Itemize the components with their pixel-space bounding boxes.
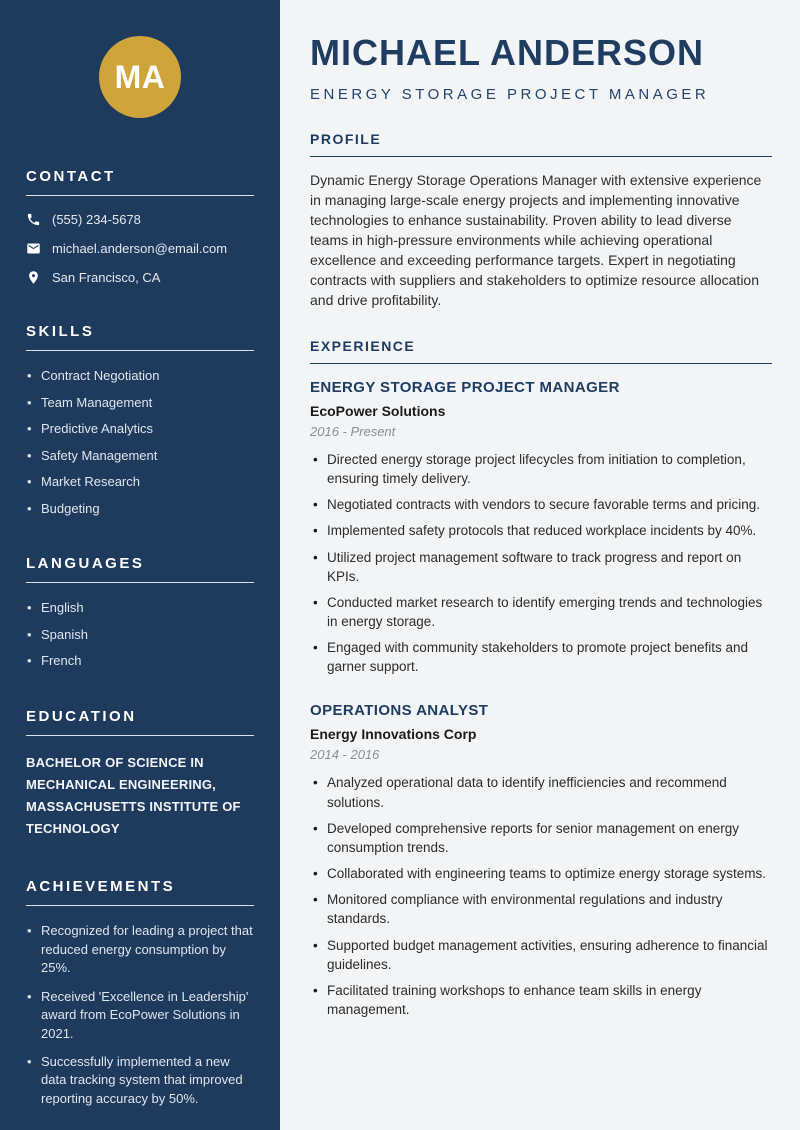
job-role: OPERATIONS ANALYST bbox=[310, 702, 489, 720]
profile-text: Dynamic Energy Storage Operations Manager with extensive experience in managing large-scale energy projects and implementing innovative technologies to enhance sustainability. Proven ability to lead diverse teams in high-pressure environments while achieving operational excellence and exceeding performance targets. Expert in negotiating contracts with suppliers and stakeholders to optimize resource allocation and drive profitability. bbox=[310, 171, 762, 308]
job-dates: 2014 - 2016 bbox=[310, 747, 380, 763]
achievement-item: • Received 'Excellence in Leadership' award from EcoPower Solutions in 2021. bbox=[26, 988, 254, 1043]
achievement-item: • Successfully implemented a new data tracking system that improved reporting accuracy by 50%. bbox=[26, 1053, 254, 1108]
job-bullets bbox=[310, 773, 772, 1019]
person-name: MICHAEL ANDERSON bbox=[310, 32, 705, 73]
achievement-item: • Recognized for leading a project that reduced energy consumption by 25%. bbox=[26, 922, 254, 977]
profile-section bbox=[310, 131, 772, 310]
education-section-title: EDUCATION bbox=[26, 708, 254, 736]
job-bullet: • Conducted market research to identify emerging trends and technologies in energy storage. bbox=[310, 593, 772, 631]
job-bullet: • Negotiated contracts with vendors to secure favorable terms and pricing. bbox=[310, 495, 772, 514]
job-bullet: • Implemented safety protocols that reduced workplace incidents by 40%. bbox=[310, 521, 772, 540]
achievements-list bbox=[26, 922, 254, 1108]
job-bullet: • Analyzed operational data to identify inefficiencies and recommend solutions. bbox=[310, 773, 772, 811]
job-role: ENERGY STORAGE PROJECT MANAGER bbox=[310, 378, 620, 396]
job-bullet: • Facilitated training workshops to enhance team skills in energy management. bbox=[310, 981, 772, 1019]
skill-item: • Predictive Analytics bbox=[26, 420, 254, 438]
job-entry-1 bbox=[310, 379, 772, 677]
skills-section bbox=[26, 323, 254, 517]
job-bullet: • Monitored compliance with environmental regulations and industry standards. bbox=[310, 890, 772, 928]
job-bullet: • Directed energy storage project lifecycles from initiation to completion, ensuring timely delivery. bbox=[310, 450, 772, 488]
job-dates: 2016 - Present bbox=[310, 423, 396, 439]
avatar-initials: MA bbox=[114, 58, 166, 95]
skill-item: • Budgeting bbox=[26, 500, 254, 518]
job-bullets bbox=[310, 450, 772, 677]
job-bullet: • Developed comprehensive reports for senior management on energy consumption trends. bbox=[310, 819, 772, 857]
skills-list bbox=[26, 367, 254, 517]
avatar-wrap bbox=[26, 36, 254, 118]
languages-list bbox=[26, 599, 254, 670]
achievements-section bbox=[26, 878, 254, 1108]
languages-section-title: LANGUAGES bbox=[26, 555, 254, 583]
phone-icon bbox=[26, 212, 41, 227]
location-icon bbox=[26, 270, 41, 285]
avatar bbox=[99, 36, 181, 118]
main-column bbox=[280, 0, 800, 1130]
contact-section bbox=[26, 168, 254, 285]
skill-item: • Contract Negotiation bbox=[26, 367, 254, 385]
skill-item: • Team Management bbox=[26, 394, 254, 412]
languages-section bbox=[26, 555, 254, 670]
experience-section-title: EXPERIENCE bbox=[310, 338, 772, 364]
email-icon bbox=[26, 241, 41, 256]
job-entry-2 bbox=[310, 702, 772, 1019]
profile-section-title: PROFILE bbox=[310, 131, 772, 157]
language-item: • English bbox=[26, 599, 254, 617]
job-bullet: • Utilized project management software to track progress and report on KPIs. bbox=[310, 548, 772, 586]
job-bullet: • Supported budget management activities, ensuring adherence to financial guidelines. bbox=[310, 936, 772, 974]
skill-item: • Market Research bbox=[26, 473, 254, 491]
job-bullet: • Engaged with community stakeholders to promote project benefits and garner support. bbox=[310, 638, 772, 676]
achievements-section-title: ACHIEVEMENTS bbox=[26, 878, 254, 906]
skill-item: • Safety Management bbox=[26, 447, 254, 465]
job-company: EcoPower Solutions bbox=[310, 402, 446, 419]
sidebar bbox=[0, 0, 280, 1130]
person-title: ENERGY STORAGE PROJECT MANAGER bbox=[310, 85, 710, 103]
language-item: • French bbox=[26, 652, 254, 670]
contact-email-row bbox=[26, 241, 254, 256]
phone-number: (555) 234-5678 bbox=[52, 212, 141, 227]
job-bullet: • Collaborated with engineering teams to optimize energy storage systems. bbox=[310, 864, 772, 883]
contact-location-row bbox=[26, 270, 254, 285]
experience-section bbox=[310, 338, 772, 1019]
email-address: michael.anderson@email.com bbox=[52, 241, 228, 256]
education-degree: BACHELOR OF SCIENCE IN MECHANICAL ENGINEERING, MASSACHUSETTS INSTITUTE OF TECHNOLOGY bbox=[26, 754, 241, 837]
education-section bbox=[26, 708, 254, 840]
language-item: • Spanish bbox=[26, 626, 254, 644]
contact-section-title: CONTACT bbox=[26, 168, 254, 196]
contact-phone-row bbox=[26, 212, 254, 227]
job-company: Energy Innovations Corp bbox=[310, 726, 477, 743]
skills-section-title: SKILLS bbox=[26, 323, 254, 351]
location-text: San Francisco, CA bbox=[52, 270, 161, 285]
